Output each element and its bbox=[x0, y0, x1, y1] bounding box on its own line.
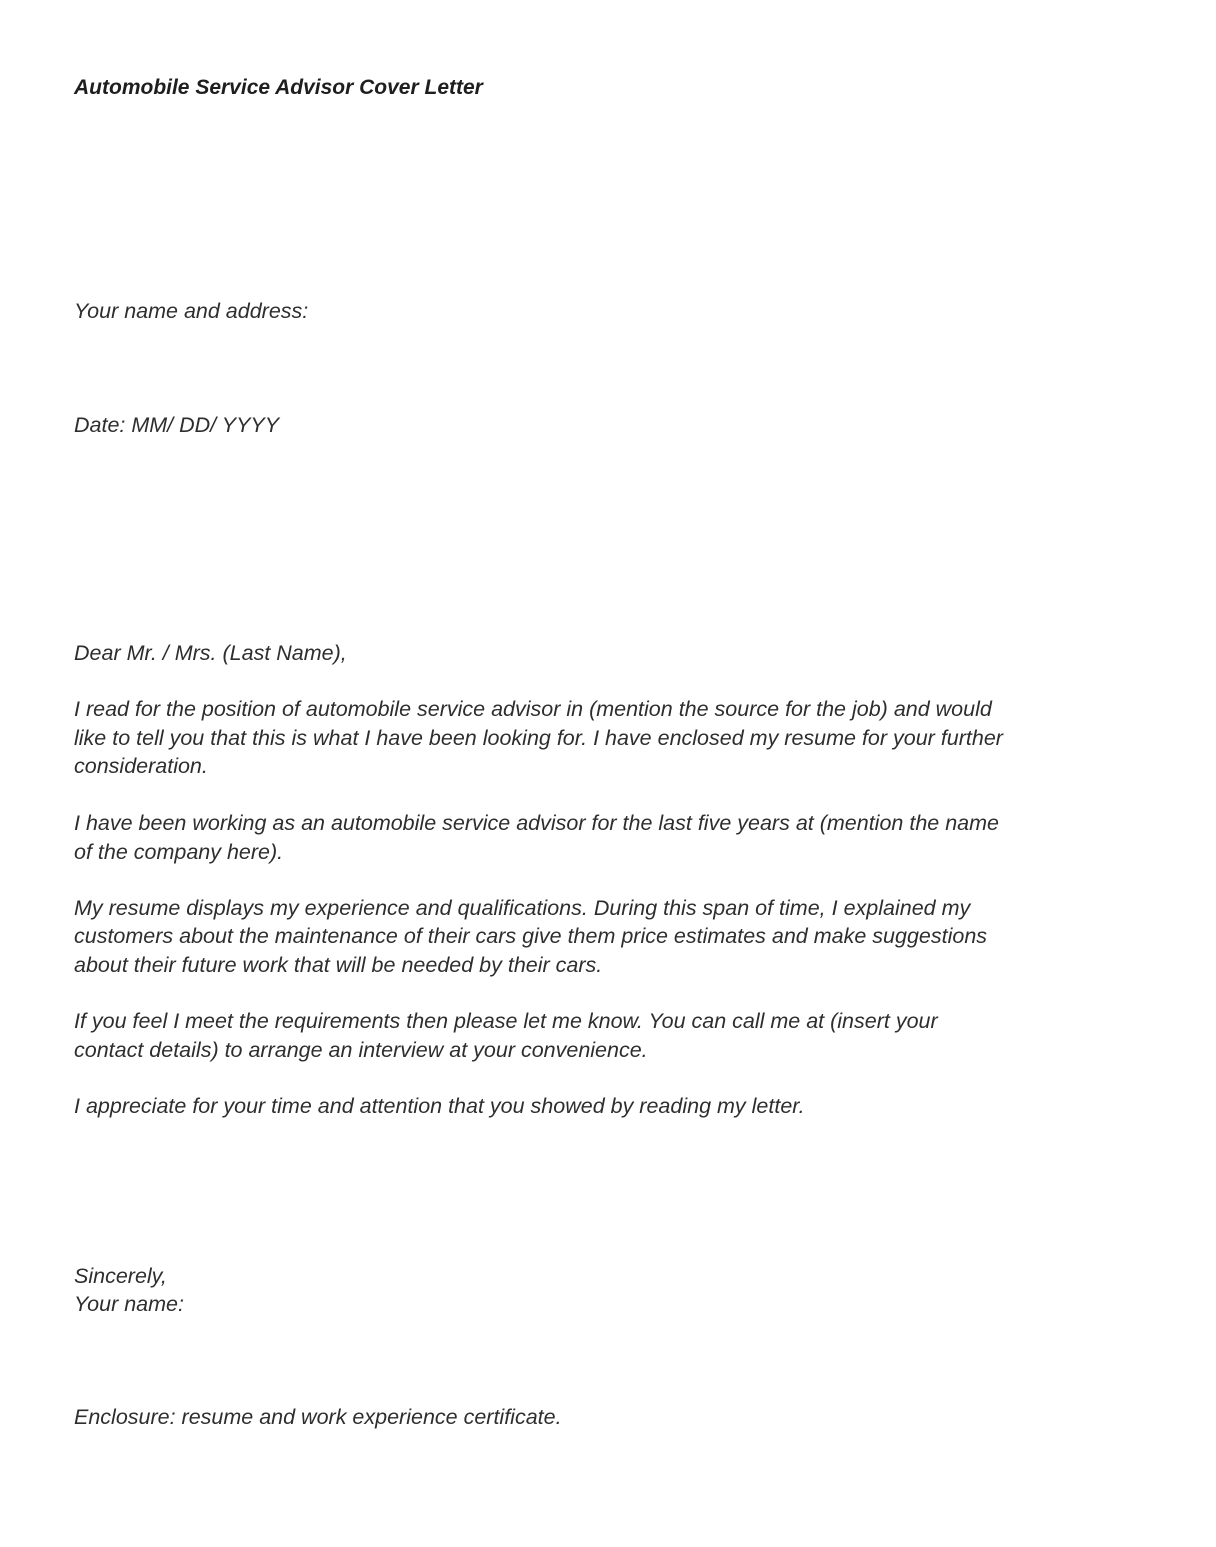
paragraph-line: I have been working as an automobile service advisor for the last five years at (mention the name bbox=[74, 811, 999, 835]
signature-label: Your name: bbox=[74, 1292, 184, 1316]
paragraph-line: like to tell you that this is what I have been looking for. I have enclosed my resume for your further bbox=[74, 726, 1003, 750]
closing: Sincerely, bbox=[74, 1264, 167, 1288]
paragraph-line: I appreciate for your time and attention that you showed by reading my letter. bbox=[74, 1094, 805, 1118]
paragraph-line: customers about the maintenance of their cars give them price estimates and make suggestions bbox=[74, 924, 988, 948]
paragraph-line: My resume displays my experience and qualifications. During this span of time, I explained my bbox=[74, 896, 971, 920]
sender-name-address-label: Your name and address: bbox=[74, 299, 309, 323]
paragraph-line: I read for the position of automobile service advisor in (mention the source for the job) and would bbox=[74, 697, 992, 721]
paragraph-line: of the company here). bbox=[74, 840, 284, 864]
salutation: Dear Mr. / Mrs. (Last Name), bbox=[74, 641, 347, 665]
paragraph-line: about their future work that will be needed by their cars. bbox=[74, 953, 603, 977]
paragraph-line: If you feel I meet the requirements then please let me know. You can call me at (insert your bbox=[74, 1009, 938, 1033]
enclosure-line: Enclosure: resume and work experience certificate. bbox=[74, 1405, 562, 1429]
date-label: Date: MM/ DD/ YYYY bbox=[74, 413, 280, 437]
document-title: Automobile Service Advisor Cover Letter bbox=[74, 76, 483, 99]
paragraph-line: consideration. bbox=[74, 754, 208, 778]
paragraph-line: contact details) to arrange an interview at your convenience. bbox=[74, 1038, 648, 1062]
